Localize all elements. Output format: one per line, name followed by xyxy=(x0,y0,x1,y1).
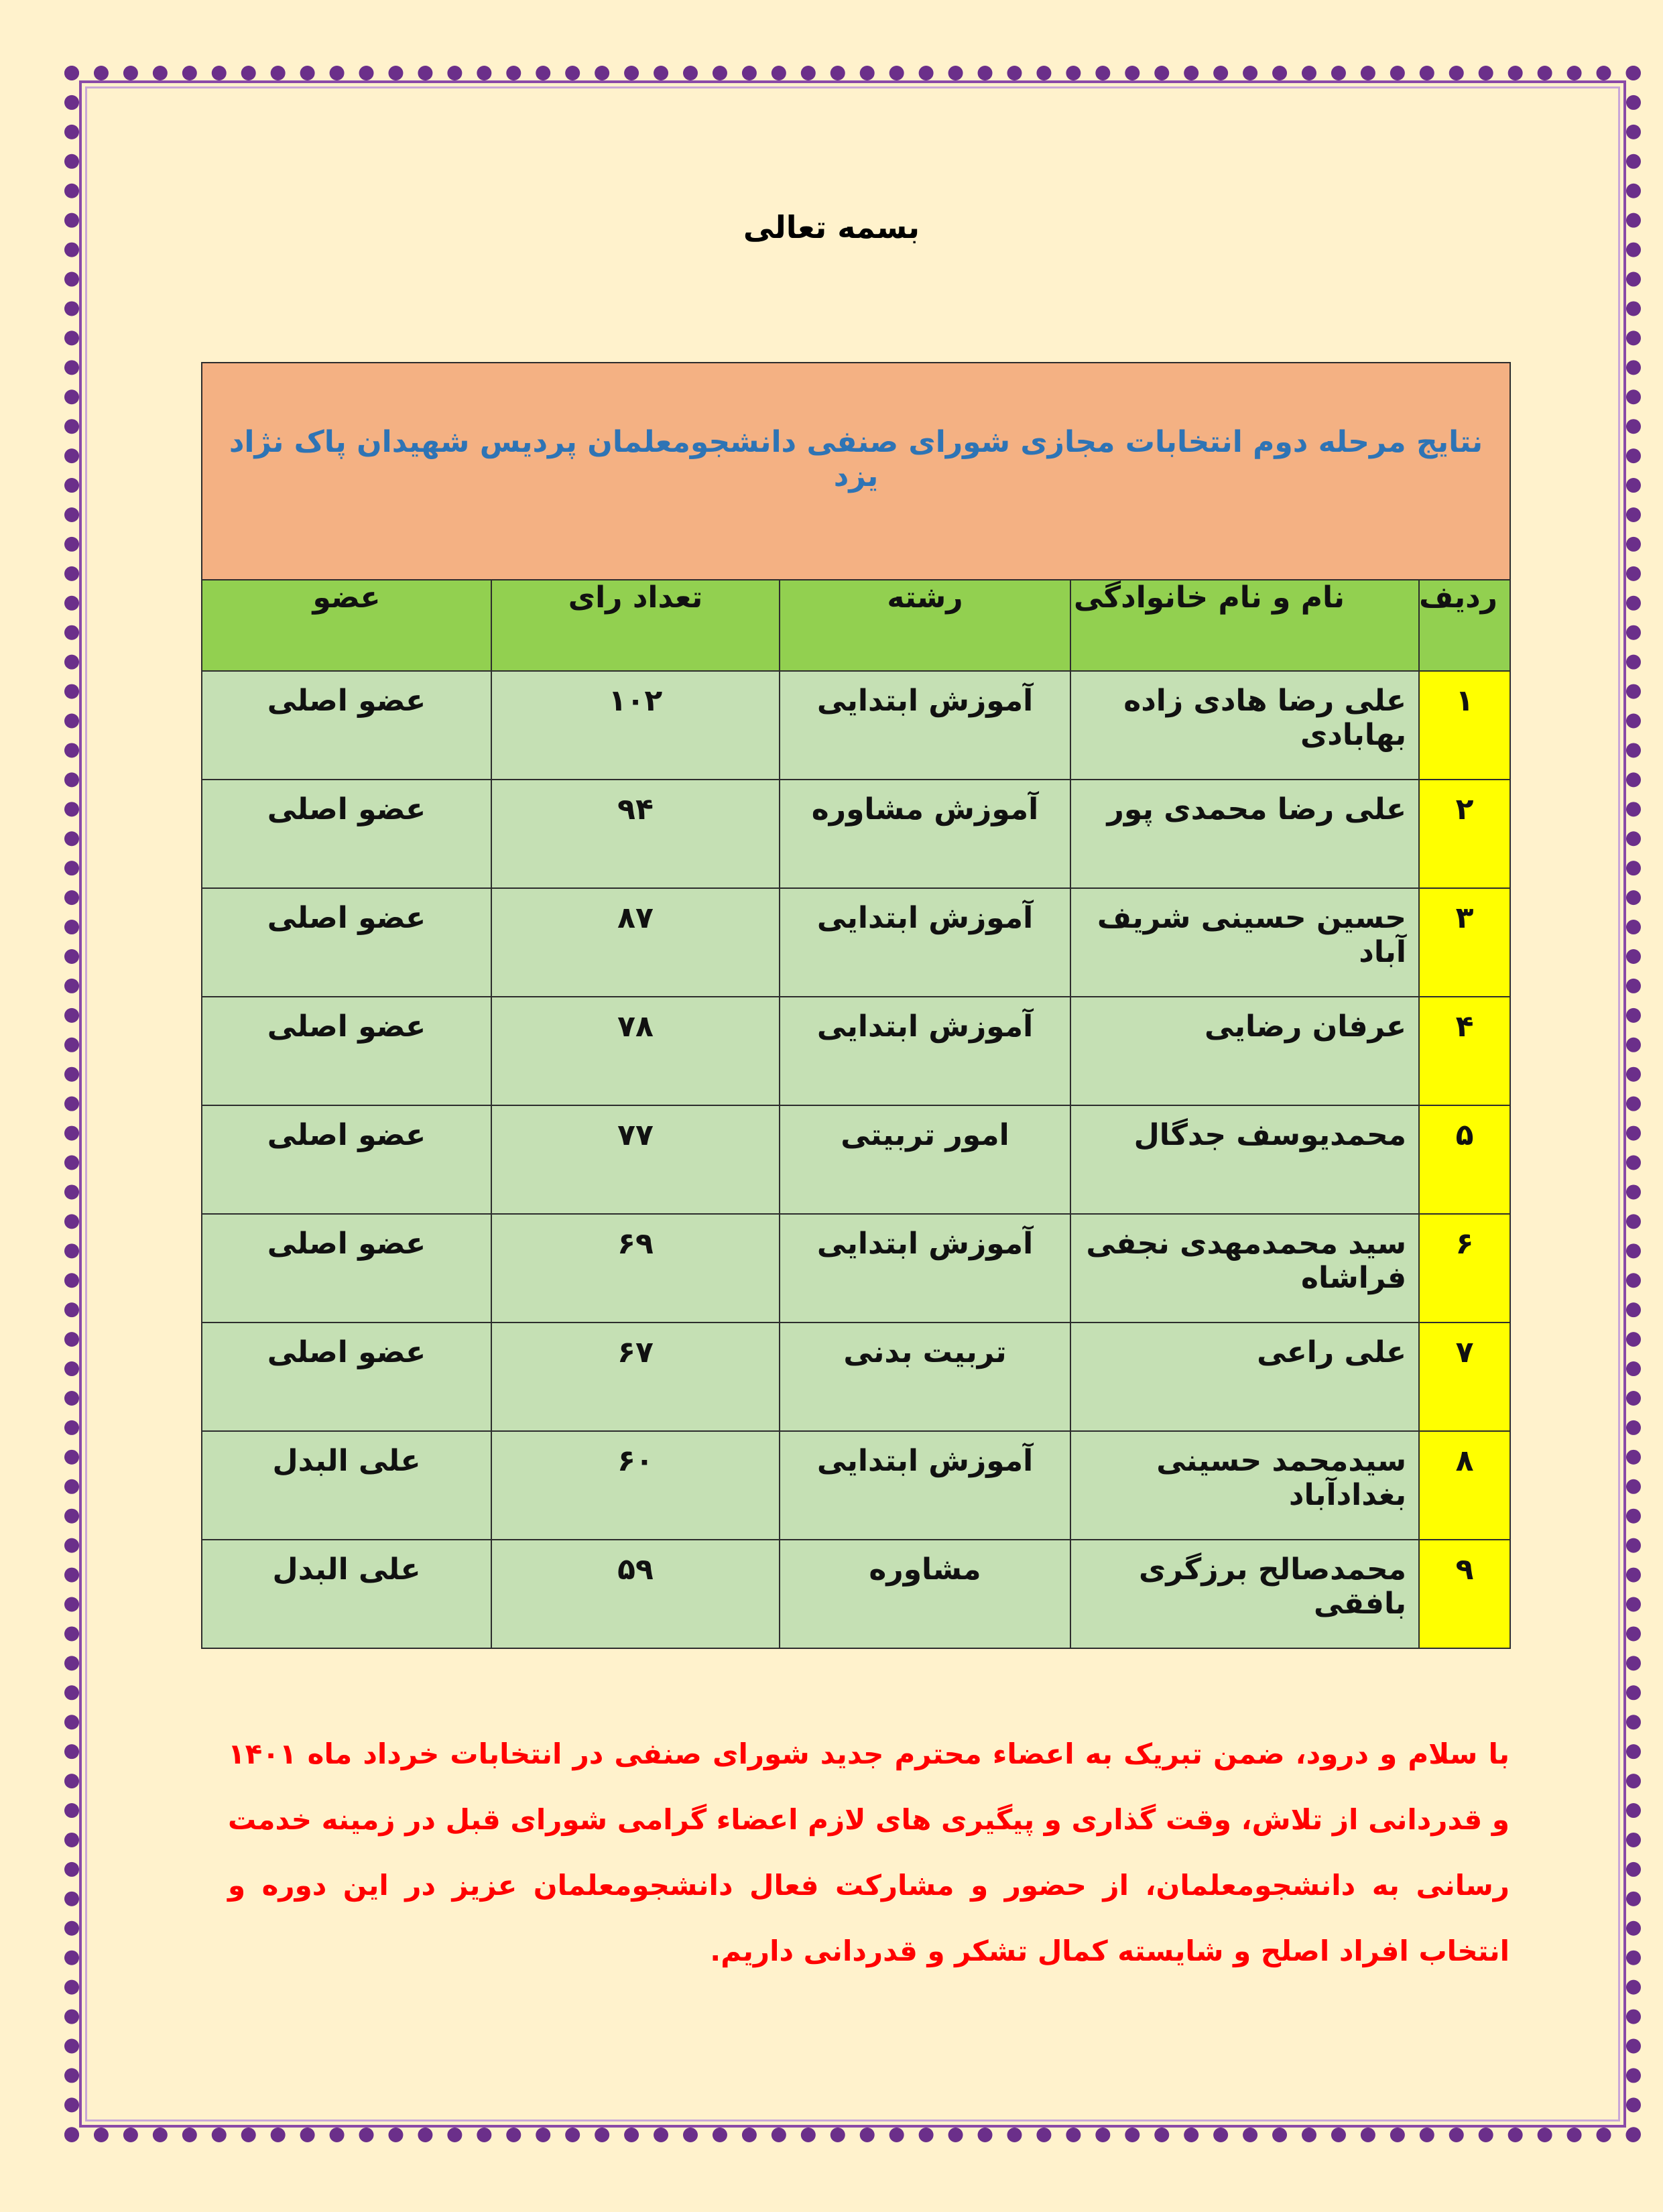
congratulation-message: با سلام و درود، ضمن تبریک به اعضاء محترم جدید شورای صنفی در انتخابات خرداد ماه ۱۴۰۱ و قدردانی از تلاش، وقت گذاری و پیگیری های لازم اعضاء گرامی شورای قبل در زمینه خدمت رسانی به دانشجومعلمان، از حضور و مشارکت فعال دانشجومعلمان عزیز در این دوره و انتخاب افراد اصلح و شایسته کمال تشکر و قدردانی داریم. xyxy=(228,1737,1510,1967)
row-votes: ۷۷ xyxy=(491,1105,780,1214)
page-heading: بسمه تعالی xyxy=(743,209,920,245)
table-header-row xyxy=(202,580,1510,671)
table-row xyxy=(202,671,1510,780)
row-field: آموزش ابتدایی xyxy=(780,671,1070,780)
row-field: امور تربیتی xyxy=(780,1105,1070,1214)
row-name: حسین حسینی شریف آباد xyxy=(1070,888,1419,997)
table-row xyxy=(202,1105,1510,1214)
row-member: عضو اصلی xyxy=(202,1214,491,1323)
header-votes: تعداد رای xyxy=(491,580,780,671)
row-votes: ۹۴ xyxy=(491,780,780,888)
row-member: عضو اصلی xyxy=(202,671,491,780)
row-name: عرفان رضایی xyxy=(1070,997,1419,1105)
row-index: ۶ xyxy=(1419,1214,1510,1323)
table-title: نتایج مرحله دوم انتخابات مجازی شورای صنفی دانشجومعلمان پردیس شهیدان پاک نژاد یزد xyxy=(229,425,1483,493)
header-member: عضو xyxy=(202,580,491,671)
row-index: ۴ xyxy=(1419,997,1510,1105)
table-row xyxy=(202,1540,1510,1648)
table-row xyxy=(202,1323,1510,1431)
row-field: تربیت بدنی xyxy=(780,1323,1070,1431)
row-index: ۸ xyxy=(1419,1431,1510,1540)
row-votes: ۶۰ xyxy=(491,1431,780,1540)
row-member: عضو اصلی xyxy=(202,888,491,997)
row-name: سید محمدمهدی نجفی فراشاه xyxy=(1070,1214,1419,1323)
row-field: مشاوره xyxy=(780,1540,1070,1648)
row-name: علی رضا محمدی پور xyxy=(1070,780,1419,888)
row-votes: ۶۹ xyxy=(491,1214,780,1323)
row-votes: ۶۷ xyxy=(491,1323,780,1431)
row-votes: ۵۹ xyxy=(491,1540,780,1648)
header-name: نام و نام خانوادگی xyxy=(1070,580,1419,671)
row-name: محمدصالح برزگری بافقی xyxy=(1070,1540,1419,1648)
table-row xyxy=(202,1214,1510,1323)
row-member: عضو اصلی xyxy=(202,1105,491,1214)
row-field: آموزش ابتدایی xyxy=(780,1214,1070,1323)
row-field: آموزش ابتدایی xyxy=(780,997,1070,1105)
table-row xyxy=(202,1431,1510,1540)
row-member: عضو اصلی xyxy=(202,997,491,1105)
row-votes: ۸۷ xyxy=(491,888,780,997)
row-name: محمدیوسف جدگال xyxy=(1070,1105,1419,1214)
row-member: عضو اصلی xyxy=(202,780,491,888)
table-body xyxy=(202,671,1510,1648)
row-index: ۳ xyxy=(1419,888,1510,997)
row-index: ۷ xyxy=(1419,1323,1510,1431)
row-member: علی البدل xyxy=(202,1431,491,1540)
row-index: ۵ xyxy=(1419,1105,1510,1214)
row-index: ۱ xyxy=(1419,671,1510,780)
row-member: علی البدل xyxy=(202,1540,491,1648)
table-row xyxy=(202,780,1510,888)
row-member: عضو اصلی xyxy=(202,1323,491,1431)
row-votes: ۷۸ xyxy=(491,997,780,1105)
row-index: ۲ xyxy=(1419,780,1510,888)
row-field: آموزش ابتدایی xyxy=(780,888,1070,997)
row-field: آموزش مشاوره xyxy=(780,780,1070,888)
table-title-row xyxy=(202,363,1510,580)
table-row xyxy=(202,888,1510,997)
row-name: علی راعی xyxy=(1070,1323,1419,1431)
header-index: ردیف xyxy=(1419,580,1510,671)
header-field: رشته xyxy=(780,580,1070,671)
row-votes: ۱۰۲ xyxy=(491,671,780,780)
results-table xyxy=(201,362,1511,1649)
table-row xyxy=(202,997,1510,1105)
row-name: سیدمحمد حسینی بغدادآباد xyxy=(1070,1431,1419,1540)
row-field: آموزش ابتدایی xyxy=(780,1431,1070,1540)
table-title-cell xyxy=(202,363,1510,580)
row-name: علی رضا هادی زاده بهابادی xyxy=(1070,671,1419,780)
row-index: ۹ xyxy=(1419,1540,1510,1648)
